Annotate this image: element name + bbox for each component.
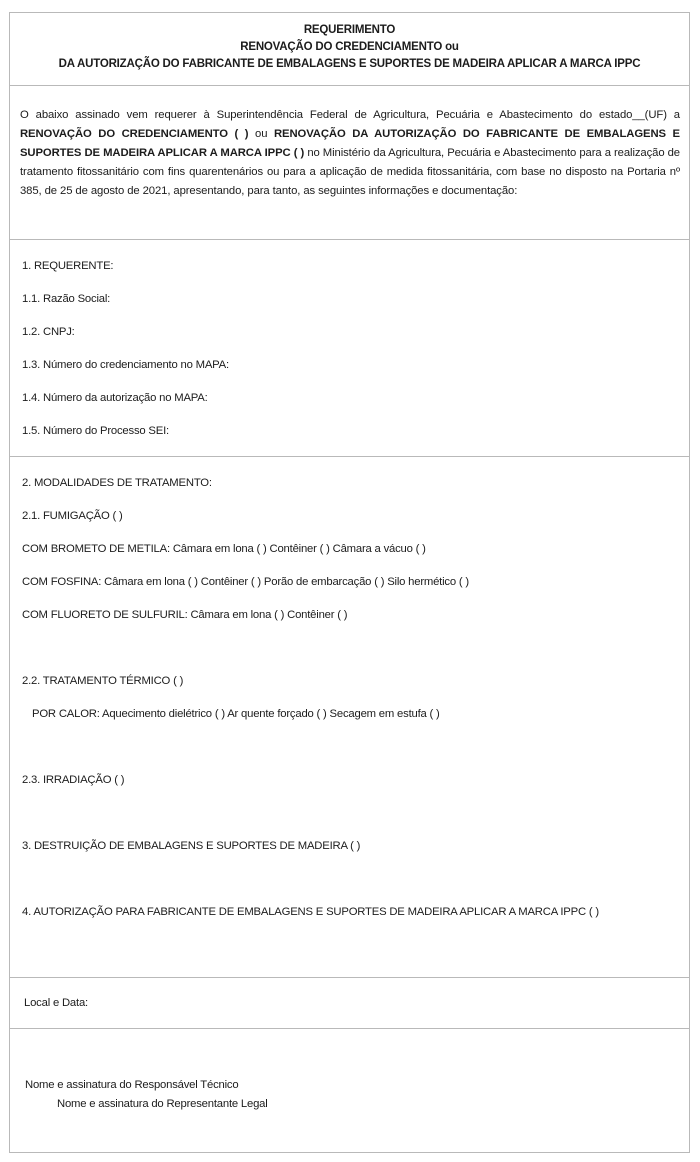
- local-data-section: [10, 978, 689, 1029]
- irradiacao-option[interactable]: 2.3. IRRADIAÇÃO ( ): [22, 774, 125, 786]
- modalidades-section: [10, 457, 689, 978]
- form-header: [10, 13, 689, 86]
- autorizacao-ippc-option[interactable]: 4. AUTORIZAÇÃO PARA FABRICANTE DE EMBALAGENS E SUPORTES DE MADEIRA APLICAR A MARCA IPPC ( ): [22, 906, 599, 918]
- form-subtitle-2: DA AUTORIZAÇÃO DO FABRICANTE DE EMBALAGENS E SUPORTES DE MADEIRA APLICAR A MARCA IPPC: [58, 58, 641, 70]
- intro-paragraph: [20, 106, 680, 201]
- credenciamento-field[interactable]: 1.3. Número do credenciamento no MAPA:: [22, 359, 229, 371]
- intro-section: [10, 86, 689, 240]
- brometo-options[interactable]: COM BROMETO DE METILA: Câmara em lona ( ) Contêiner ( ) Câmara a vácuo ( ): [22, 543, 426, 555]
- assinaturas-section: [10, 1029, 689, 1154]
- tratamento-termico-option[interactable]: 2.2. TRATAMENTO TÉRMICO ( ): [22, 675, 184, 687]
- form-title: REQUERIMENTO: [303, 24, 396, 36]
- assinatura-representante[interactable]: Nome e assinatura do Representante Legal: [57, 1098, 268, 1110]
- fosfina-options[interactable]: COM FOSFINA: Câmara em lona ( ) Contêiner ( ) Porão de embarcação ( ) Silo hermético ( ): [22, 576, 469, 588]
- requerimento-form: [9, 12, 690, 1153]
- form-subtitle: RENOVAÇÃO DO CREDENCIAMENTO ou: [240, 41, 459, 53]
- fumigacao-option[interactable]: 2.1. FUMIGAÇÃO ( ): [22, 510, 123, 522]
- calor-options[interactable]: POR CALOR: Aquecimento dielétrico ( ) Ar quente forçado ( ) Secagem em estufa ( ): [32, 708, 440, 720]
- local-data-field[interactable]: Local e Data:: [24, 997, 88, 1009]
- intro-text-3: no Ministério da Agricultura, Pecuária e Abastecimento para a realização de tratamento fitossanitário com fins quarentenários ou para a aplicação de medida fitossanitária, com base no disposto na Portaria nº 385, de 25 de agosto de 2021, apresentando, para tanto, as seguintes informações e documentação:: [20, 147, 680, 197]
- intro-text-2: ou: [248, 128, 274, 140]
- razao-social-field[interactable]: 1.1. Razão Social:: [22, 293, 111, 305]
- assinatura-responsavel[interactable]: Nome e assinatura do Responsável Técnico: [25, 1079, 239, 1091]
- cnpj-field[interactable]: 1.2. CNPJ:: [22, 326, 75, 338]
- intro-bold-1: RENOVAÇÃO DO CREDENCIAMENTO ( ): [20, 128, 249, 140]
- modalidades-title: 2. MODALIDADES DE TRATAMENTO:: [22, 477, 212, 489]
- autorizacao-field[interactable]: 1.4. Número da autorização no MAPA:: [22, 392, 208, 404]
- intro-bold-2: RENOVAÇÃO DA AUTORIZAÇÃO DO FABRICANTE DE EMBALAGENS E SUPORTES DE MADEIRA APLICAR A MARCA IPPC ( ): [20, 128, 680, 159]
- processo-sei-field[interactable]: 1.5. Número do Processo SEI:: [22, 425, 169, 437]
- intro-text-1: O abaixo assinado vem requerer à Superintendência Federal de Agricultura, Pecuária e Abastecimento do estado__(UF) a: [20, 109, 680, 121]
- destruicao-option[interactable]: 3. DESTRUIÇÃO DE EMBALAGENS E SUPORTES DE MADEIRA ( ): [22, 840, 361, 852]
- fluoreto-options[interactable]: COM FLUORETO DE SULFURIL: Câmara em lona ( ) Contêiner ( ): [22, 609, 348, 621]
- requerente-title: 1. REQUERENTE:: [22, 260, 114, 272]
- requerente-section: [10, 240, 689, 457]
